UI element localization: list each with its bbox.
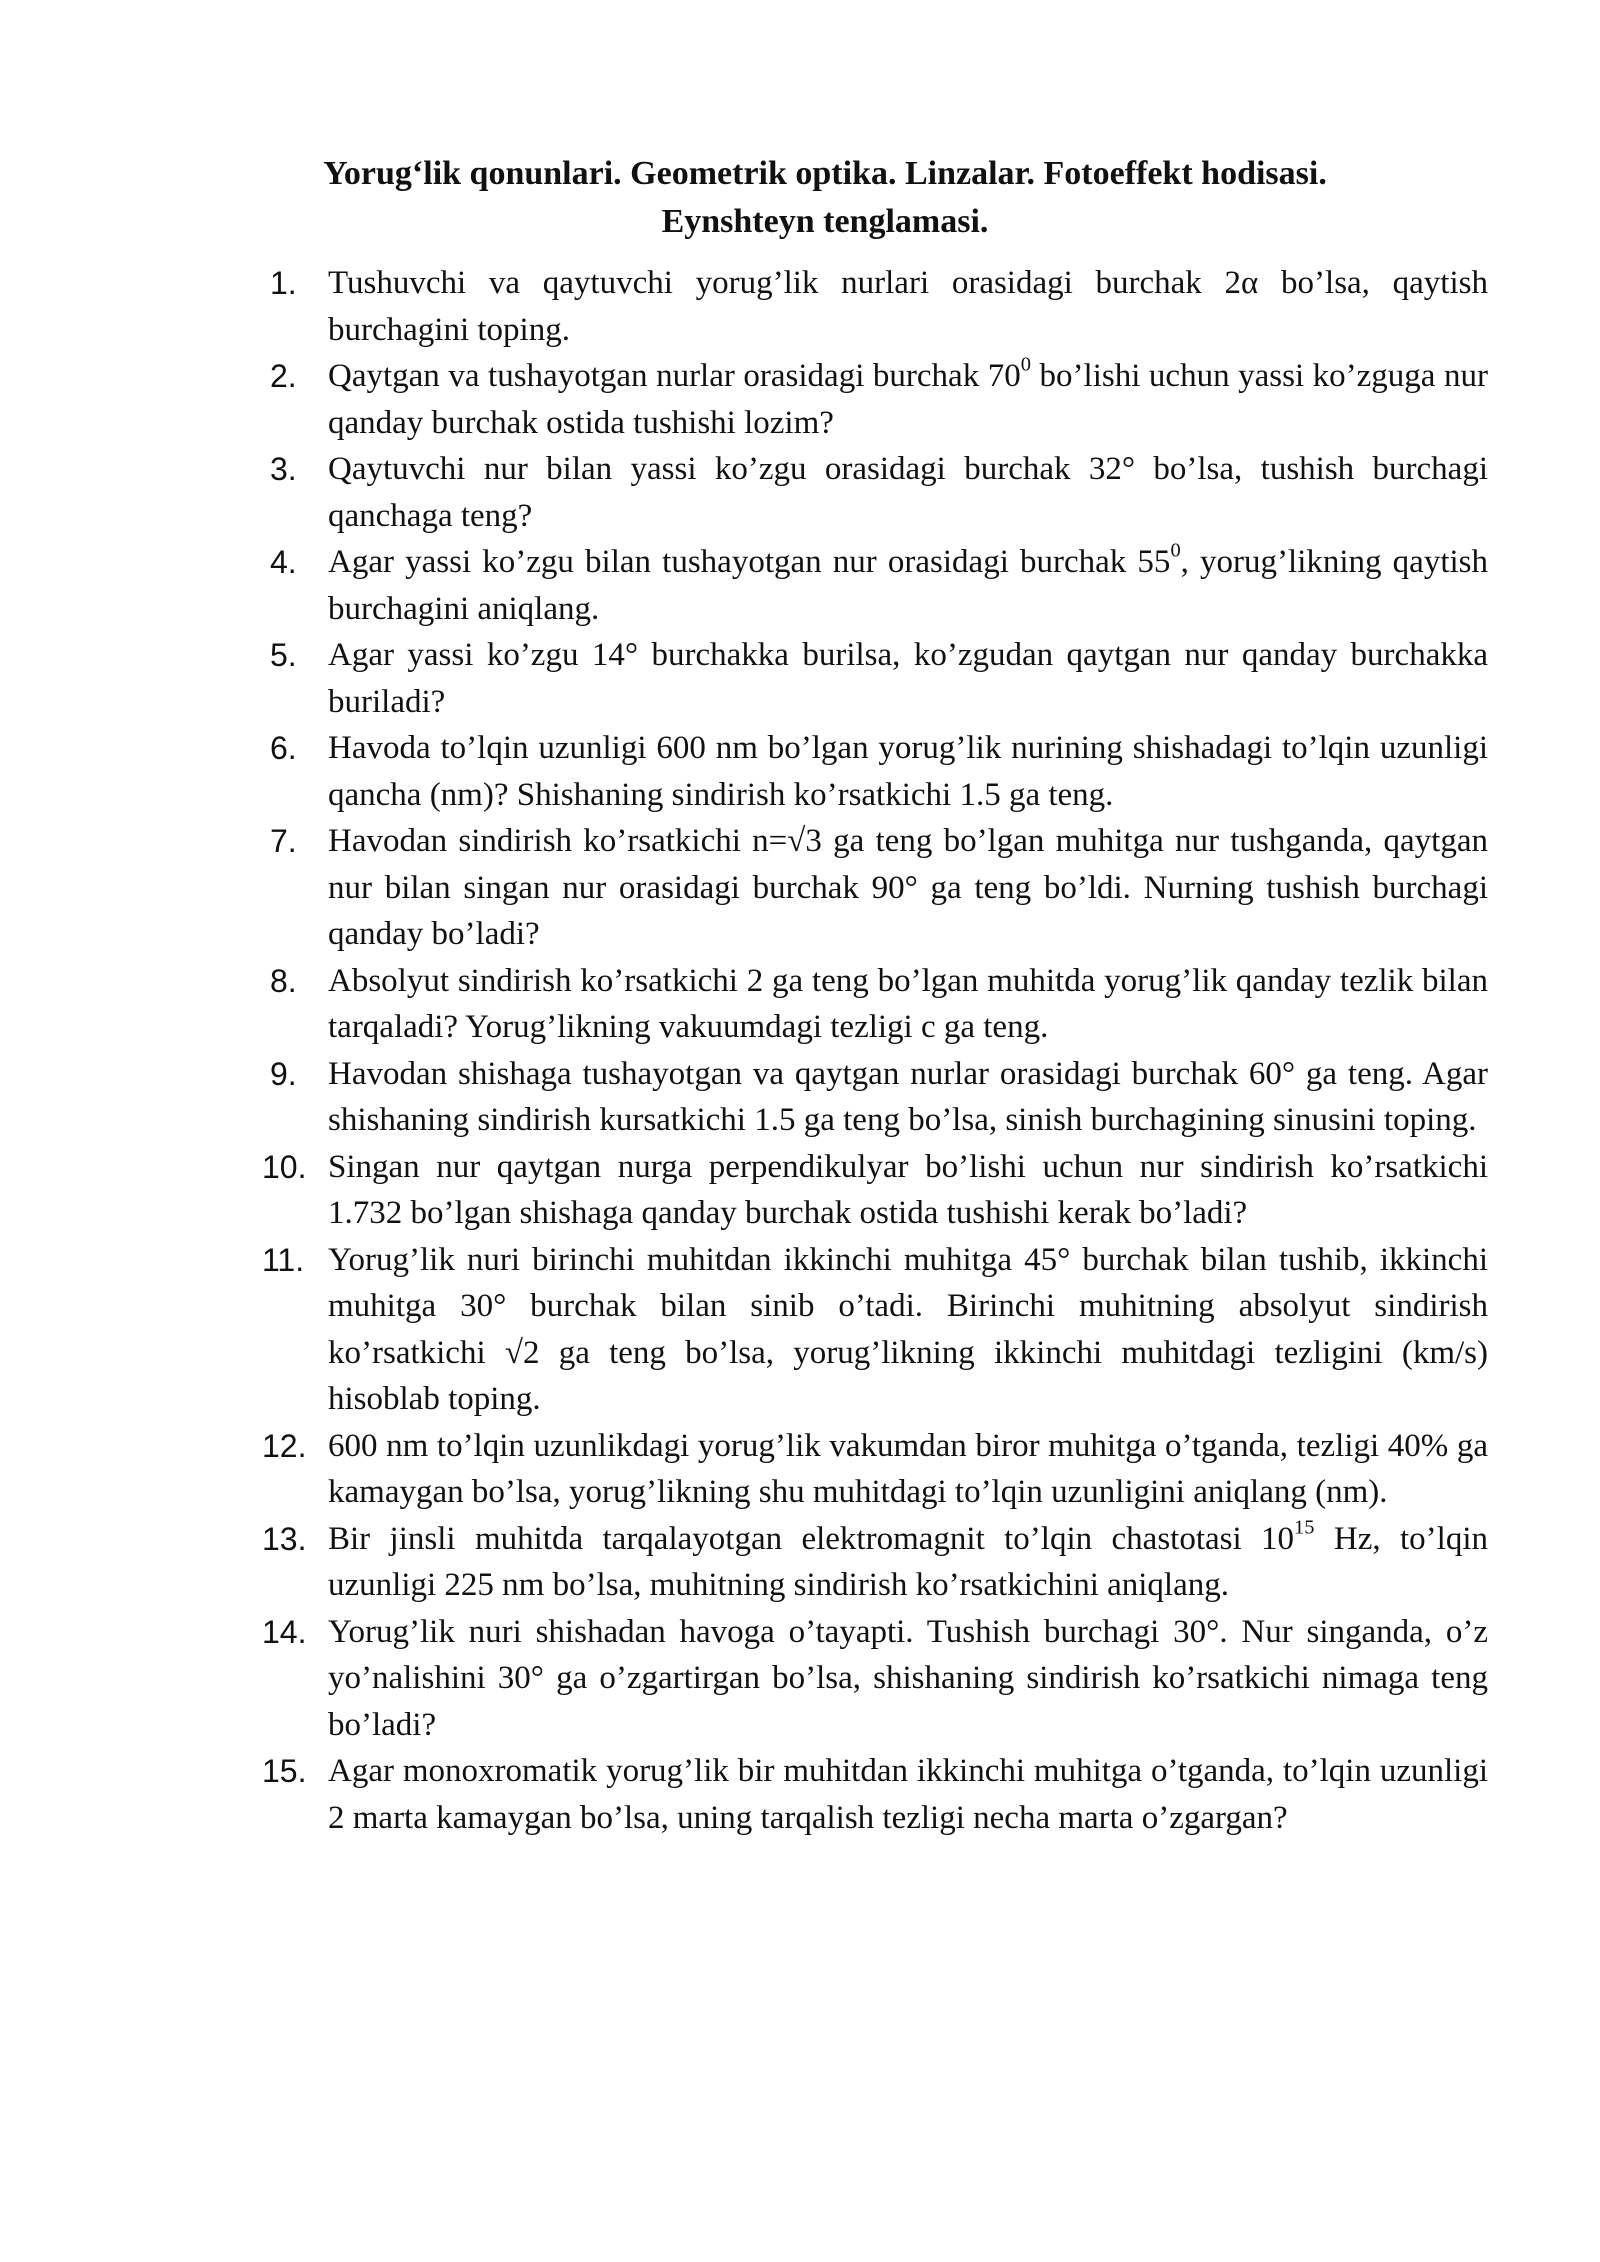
problem-number: 9.	[270, 1055, 297, 1092]
problem-number: 4.	[270, 544, 297, 580]
problem-text: Tushuvchi va qaytuvchi yorug’lik nurlari orasidagi burchak 2α bo’lsa, qaytish burchagini toping.	[328, 265, 1488, 348]
problem-number: 11.	[262, 1241, 305, 1278]
problem-text: Agar yassi ko’zgu 14° burchakka burilsa, ko’zgudan qaytgan nur qanday burchakka buriladi?	[328, 637, 1488, 720]
problem-text	[328, 1516, 1488, 1604]
title-line-1: Yorug‘lik qonunlari. Geometrik optika. Linzalar. Fotoeffekt hodisasi.	[323, 155, 1327, 192]
problem-item	[270, 958, 1488, 1051]
problem-item	[270, 446, 1488, 539]
problem-item	[262, 1609, 1488, 1749]
problem-number: 5.	[270, 637, 297, 673]
problem-text: Yorug’lik nuri shishadan havoga o’tayapti. Tushish burchagi 30°. Nur singanda, o’z yo’nalishini 30° ga o’zgartirgan bo’lsa, shishaning sindirish ko’rsatkichi nimaga teng bo’ladi?	[328, 1613, 1488, 1743]
problem-number: 3.	[270, 451, 297, 487]
problem-list	[262, 260, 1489, 1841]
problem-item	[270, 1051, 1488, 1144]
problem-number: 13.	[262, 1520, 307, 1557]
problem-number: 12.	[262, 1427, 307, 1464]
problem-item	[270, 353, 1488, 446]
problem-number: 2.	[270, 358, 297, 394]
problem-text: Singan nur qaytgan nurga perpendikulyar bo’lishi uchun nur sindirish ko’rsatkichi 1.732 bo’lgan shishaga qanday burchak ostida tushishi kerak bo’ladi?	[328, 1148, 1488, 1231]
problem-item	[270, 632, 1488, 725]
document-title	[250, 150, 1400, 246]
problem-item	[262, 1237, 1488, 1423]
problem-text: Havodan sindirish ko’rsatkichi n=√3 ga teng bo’lgan muhitga nur tushganda, qaytgan nur bilan singan nur orasidagi burchak 90° ga teng bo’ldi. Nurning tushish burchagi qanday bo’ladi?	[328, 823, 1488, 952]
problem-text: Yorug’lik nuri birinchi muhitdan ikkinchi muhitga 45° burchak bilan tushib, ikkinchi muhitga 30° burchak bilan sinib o’tadi. Birinchi muhitning absolyut sindirish ko’rsatkichi √2 ga teng bo’lsa, yorug’likning ikkinchi muhitdagi tezligini (km/s) hisoblab toping.	[328, 1241, 1488, 1417]
problem-text-part: Hz, to’lqin uzunligi 225 nm bo’lsa, muhitning sindirish ko’rsatkichini aniqlang.	[328, 1520, 1488, 1603]
superscript: 0	[1020, 353, 1031, 376]
problem-item	[262, 1144, 1488, 1237]
problem-number: 8.	[270, 962, 297, 999]
problem-item	[270, 818, 1488, 958]
problem-text: Qaytuvchi nur bilan yassi ko’zgu orasidagi burchak 32° bo’lsa, tushish burchagi qanchaga teng?	[328, 451, 1488, 534]
problem-text-part: Agar yassi ko’zgu bilan tushayotgan nur orasidagi burchak 55	[328, 544, 1171, 580]
problem-item	[270, 539, 1488, 632]
problem-text: Havodan shishaga tushayotgan va qaytgan nurlar orasidagi burchak 60° ga teng. Agar shishaning sindirish kursatkichi 1.5 ga teng bo’lsa, sinish burchagining sinusini toping.	[328, 1055, 1488, 1138]
problem-number: 7.	[270, 823, 297, 859]
superscript: 15	[1294, 1516, 1315, 1539]
problem-item	[270, 260, 1488, 353]
problem-number: 14.	[262, 1613, 307, 1650]
problem-text: Absolyut sindirish ko’rsatkichi 2 ga teng bo’lgan muhitda yorug’lik qanday tezlik bilan tarqaladi? Yorug’likning vakuumdagi tezligi c ga teng.	[328, 962, 1488, 1045]
problem-text: Agar monoxromatik yorug’lik bir muhitdan ikkinchi muhitga o’tganda, to’lqin uzunligi 2 marta kamaygan bo’lsa, uning tarqalish tezligi necha marta o’zgargan?	[328, 1753, 1488, 1836]
superscript: 0	[1170, 539, 1181, 562]
problem-text-part: , yorug’likning qaytish burchagini aniqlang.	[328, 544, 1489, 627]
problem-text-part: Bir jinsli muhitda tarqalayotgan elektromagnit to’lqin chastotasi 10	[328, 1520, 1295, 1557]
problem-text-part: Qaytgan va tushayotgan nurlar orasidagi burchak 70	[328, 358, 1021, 394]
problem-text: 600 nm to’lqin uzunlikdagi yorug’lik vakumdan biror muhitga o’tganda, tezligi 40% ga kamaygan bo’lsa, yorug’likning shu muhitdagi to’lqin uzunligini aniqlang (nm).	[328, 1427, 1488, 1510]
problem-number: 1.	[270, 265, 297, 301]
problem-item	[270, 725, 1488, 818]
problem-number: 6.	[270, 730, 297, 766]
problem-item	[262, 1748, 1488, 1841]
problem-text	[328, 353, 1488, 441]
problem-text	[328, 539, 1489, 627]
problem-item	[262, 1516, 1488, 1609]
problem-text: Havoda to’lqin uzunligi 600 nm bo’lgan yorug’lik nurining shishadagi to’lqin uzunligi qancha (nm)? Shishaning sindirish ko’rsatkichi 1.5 ga teng.	[328, 730, 1488, 813]
problem-number: 15.	[262, 1753, 307, 1789]
problem-item	[262, 1423, 1488, 1516]
title-line-2: Eynshteyn tenglamasi.	[661, 203, 989, 240]
problem-number: 10.	[262, 1148, 307, 1185]
problem-text-part: bo’lishi uchun yassi ko’zguga nur qanday burchak ostida tushishi lozim?	[328, 358, 1488, 441]
